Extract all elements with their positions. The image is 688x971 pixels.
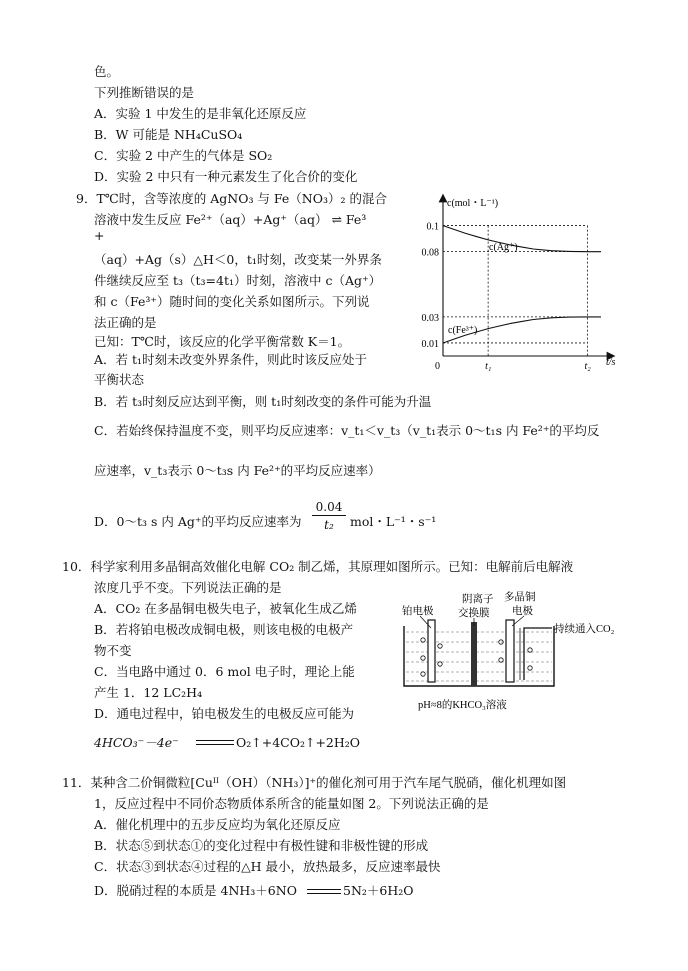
q10-option-c-1: C．当电路中通过 0．6 mol 电子时，理论上能 [94, 664, 355, 679]
q9-concentration-chart [415, 190, 625, 372]
q10-stem-2: 浓度几乎不变。下列说法正确的是 [94, 580, 282, 595]
q9-option-b: B．若 t₃时刻反应达到平衡，则 t₁时刻改变的条件可能为升温 [94, 394, 432, 409]
cu-electrode [506, 620, 514, 682]
q9-option-c-2: 应速率，v_t₃表示 0～t₃s 内 Fe²⁺的平均反应速率） [94, 463, 381, 478]
q10-option-b-2: 物不变 [94, 643, 132, 658]
q10-option-b-1: B．若将铂电极改成铜电极，则该电极的电极产 [94, 622, 354, 637]
q10-option-d: D．通电过程中，铂电极发生的电极反应可能为 [94, 706, 355, 721]
x-axis-label: t/s [606, 357, 616, 368]
q8-option-d: D．实验 2 中只有一种元素发生了化合价的变化 [94, 169, 358, 184]
q11-stem-2: 1，反应过程中不同价态物质体系所含的能量如图 2。下列说法正确的是 [94, 796, 489, 811]
y-axis-label: c(mol・L⁻¹) [447, 198, 499, 209]
q11-stem-1: 11．某种含二价铜微粒[Cuᴵᴵ（OH）（NH₃）]⁺的催化剂可用于汽车尾气脱硝，催化机理如图 [62, 775, 567, 790]
label-cu-electrode-2: 电极 [512, 606, 533, 617]
label-solution: pH≈8的KHCO₃溶液 [418, 700, 507, 711]
q10-equation-right: O₂↑+4CO₂↑+2H₂O [236, 735, 361, 750]
q11-option-d: D．脱硝过程的本质是 4NH₃＋6NO [94, 883, 297, 898]
q10-option-a: A．CO₂ 在多晶铜电极失电子，被氧化生成乙烯 [94, 601, 357, 616]
series-label-ag: c(Ag⁺) [489, 242, 518, 253]
q8-option-a: A．实验 1 中发生的是非氧化还原反应 [94, 106, 307, 121]
y-tick-label: 0.03 [421, 312, 439, 324]
q9-option-d: D．0～t₃ s 内 Ag⁺的平均反应速率为 [94, 514, 302, 529]
series-label-fe: c(Fe³⁺) [448, 325, 478, 336]
q10-equation-equals [196, 740, 234, 745]
q10-equation-left: 4HCO₃⁻－4e⁻ [94, 735, 179, 750]
q9-option-d-unit: mol・L⁻¹・s⁻¹ [350, 514, 437, 529]
y-tick-label: 0.08 [421, 247, 439, 259]
q9-option-a-1: A．若 t₁时刻未改变外界条件，则此时该反应处于 [94, 352, 368, 367]
x-tick-label: t₁ [485, 361, 492, 372]
q9-stem-3: + [94, 228, 105, 243]
q10-electrolysis-diagram [398, 588, 666, 716]
q9-fraction-denominator: t₂ [324, 518, 334, 532]
q9-stem-4: （aq）+Ag（s）△H＜0，t₁时刻，改变某一外界条 [94, 252, 382, 267]
q9-stem-7: 法正确的是 [94, 315, 157, 330]
q11-equation-equals [307, 889, 341, 894]
q11-option-a: A．催化机理中的五步反应均为氧化还原反应 [94, 817, 341, 832]
anion-exchange-membrane [471, 622, 477, 686]
label-cu-electrode-1: 多晶铜 [504, 592, 536, 603]
pt-electrode [428, 620, 435, 682]
q11-option-b: B．状态⑤到状态①的变化过程中有极性键和非极性键的形成 [94, 838, 429, 853]
q11-option-d-products: 5N₂＋6H₂O [343, 883, 414, 898]
q8-option-b: B．W 可能是 NH₄CuSO₄ [94, 127, 243, 142]
x-tick-label: t₂ [584, 361, 591, 372]
q9-fraction-numerator: 0.04 [312, 500, 346, 516]
x-tick-label: 0 [435, 361, 440, 372]
q9-option-a-2: 平衡状态 [94, 372, 145, 387]
q9-stem-6: 和 c（Fe³⁺）随时间的变化关系如图所示。下列说 [94, 294, 370, 309]
q8-prompt: 下列推断错误的是 [94, 85, 195, 100]
q9-stem-1: 9．T℃时，含等浓度的 AgNO₃ 与 Fe（NO₃）₂ 的混合 [76, 191, 387, 206]
y-tick-label: 0.1 [426, 221, 439, 233]
q11-option-c: C．状态③到状态④过程的△H 最小，放热最多，反应速率最快 [94, 859, 441, 874]
label-membrane-1: 阴离子 [462, 594, 494, 605]
q9-option-c-1: C．若始终保持温度不变，则平均反应速率：v_t₁＜v_t₃（v_t₁表示 0～t₁s 内 Fe²⁺的平均反 [94, 423, 600, 438]
series-line-ag [443, 226, 601, 252]
electrolytic-cell [404, 626, 554, 686]
q9-stem-2: 溶液中发生反应 Fe²⁺（aq）+Ag⁺（aq） ⇌ Fe³ [94, 212, 367, 227]
label-membrane-2: 交换膜 [458, 608, 490, 619]
q9-known: 已知：T℃时，该反应的化学平衡常数 K＝1。 [94, 334, 351, 349]
label-pt-electrode: 铂电极 [402, 606, 434, 617]
label-co2-inlet: 持续通入CO₂ [554, 624, 615, 635]
q8-continuation: 色。 [94, 64, 120, 79]
q10-option-c-2: 产生 1．12 LC₂H₄ [94, 685, 203, 700]
q8-option-c: C．实验 2 中产生的气体是 SO₂ [94, 148, 273, 163]
q10-stem-1: 10．科学家利用多晶铜高效催化电解 CO₂ 制乙烯，其原理如图所示。已知：电解前后电解液 [62, 559, 574, 574]
q9-stem-5: 件继续反应至 t₃（t₃=4t₁）时刻，溶液中 c（Ag⁺） [94, 273, 382, 288]
y-tick-label: 0.01 [421, 338, 439, 350]
